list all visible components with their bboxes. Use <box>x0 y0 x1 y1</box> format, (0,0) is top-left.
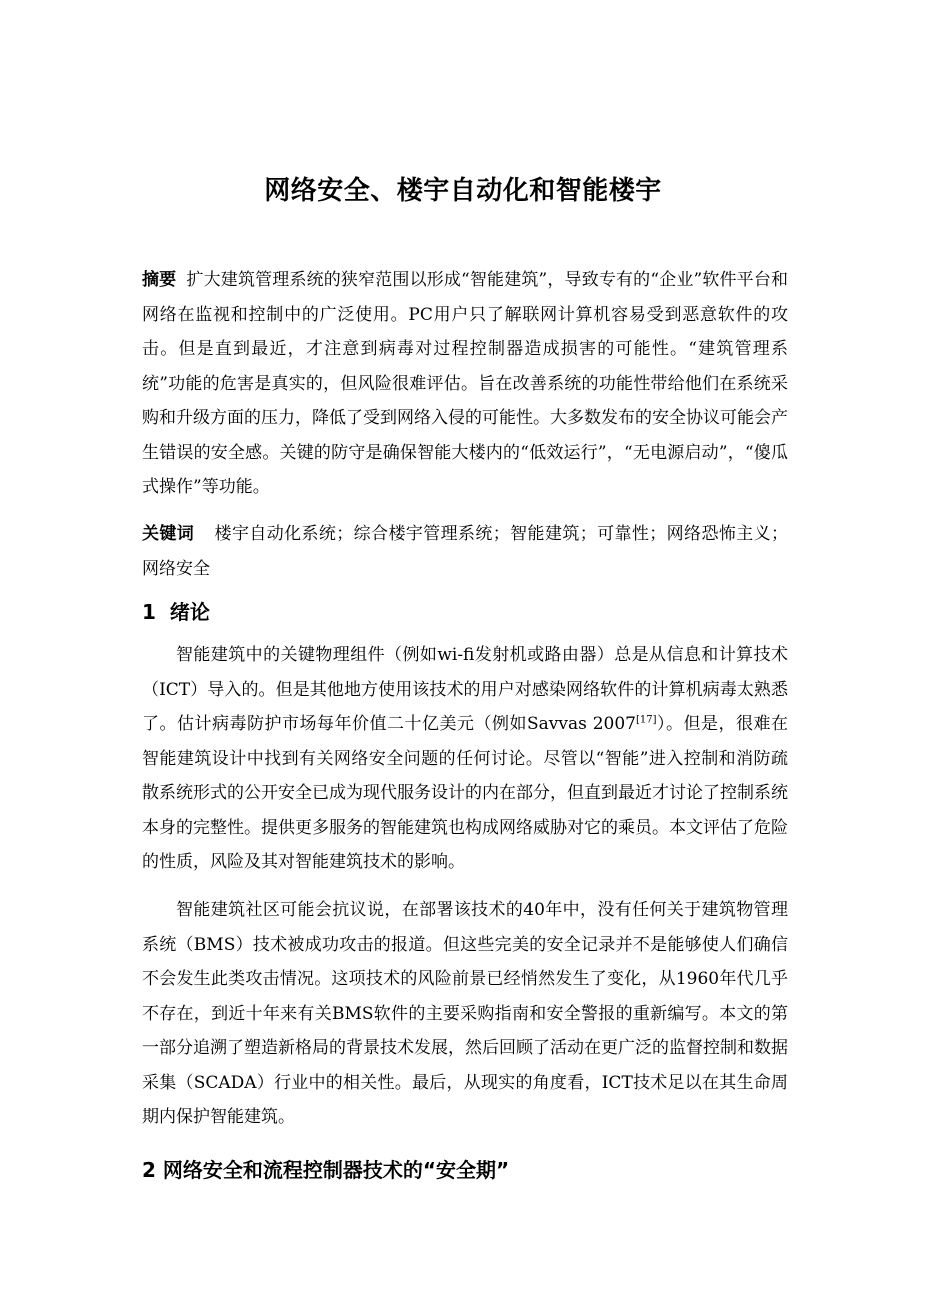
section-1-heading <box>142 596 210 625</box>
keywords-paragraph <box>142 517 788 586</box>
paragraph-1-text-a: 智能建筑中的关键物理组件（例如wi-fi发射机或路由器）总是从信息和计算技术（ICT）导入的。但是其他地方使用该技术的用户对感染网络软件的计算机病毒太熟悉了。估计病毒防护市场每年价值二十亿美元（例如Savvas 2007 <box>142 645 788 734</box>
section-1-paragraph-1 <box>142 638 788 880</box>
abstract-paragraph <box>142 263 788 505</box>
paragraph-1-text-b: ）。但是，很难在智能建筑设计中找到有关网络安全问题的任何讨论。尽管以“智能”进入控制和消防疏散系统形式的公开安全已成为现代服务设计的内在部分，但直到最近才讨论了控制系统本身的完整性。提供更多服务的智能建筑也构成网络威胁对它的乘员。本文评估了危险的性质，风险及其对智能建筑技术的影响。 <box>142 714 789 872</box>
section-2-heading: 2 网络安全和流程控制器技术的“安全期” <box>142 1158 510 1182</box>
section-1-paragraph-2: 智能建筑社区可能会抗议说，在部署该技术的40年中，没有任何关于建筑物管理系统（BMS）技术被成功攻击的报道。但这些完美的安全记录并不是能够使人们确信不会发生此类攻击情况。这项技术的风险前景已经悄然发生了变化，从1960年代几乎不存在，到近十年来有关BMS软件的主要采购指南和安全警报的重新编写。本文的第一部分追溯了塑造新格局的背景技术发展，然后回顾了活动在更广泛的监督控制和数据采集（SCADA）行业中的相关性。最后，从现实的角度看，ICT技术足以在其生命周期内保护智能建筑。 <box>142 900 788 1127</box>
document-title: 网络安全、楼宇自动化和智能楼宇 <box>264 176 662 206</box>
citation-ref: [17] <box>635 714 657 726</box>
keywords-label: 关键词 <box>142 524 195 544</box>
keywords-text: 楼宇自动化系统；综合楼宇管理系统；智能建筑；可靠性；网络恐怖主义；网络安全 <box>142 524 789 579</box>
abstract-text: 扩大建筑管理系统的狭窄范围以形成“智能建筑”，导致专有的“企业”软件平台和网络在监视和控制中的广泛使用。PC用户只了解联网计算机容易受到恶意软件的攻击。但是直到最近，才注意到病毒对过程控制器造成损害的可能性。“建筑管理系统”功能的危害是真实的，但风险很难评估。旨在改善系统的功能性带给他们在系统采购和升级方面的压力，降低了受到网络入侵的可能性。大多数发布的安全协议可能会产生错误的安全感。关键的防守是确保智能大楼内的“低效运行”，“无电源启动”，“傻瓜式操作”等功能。 <box>142 270 789 497</box>
abstract-label: 摘要 <box>142 270 177 290</box>
section-1-title: 绪论 <box>169 600 210 624</box>
section-1-number: 1 <box>142 600 156 624</box>
